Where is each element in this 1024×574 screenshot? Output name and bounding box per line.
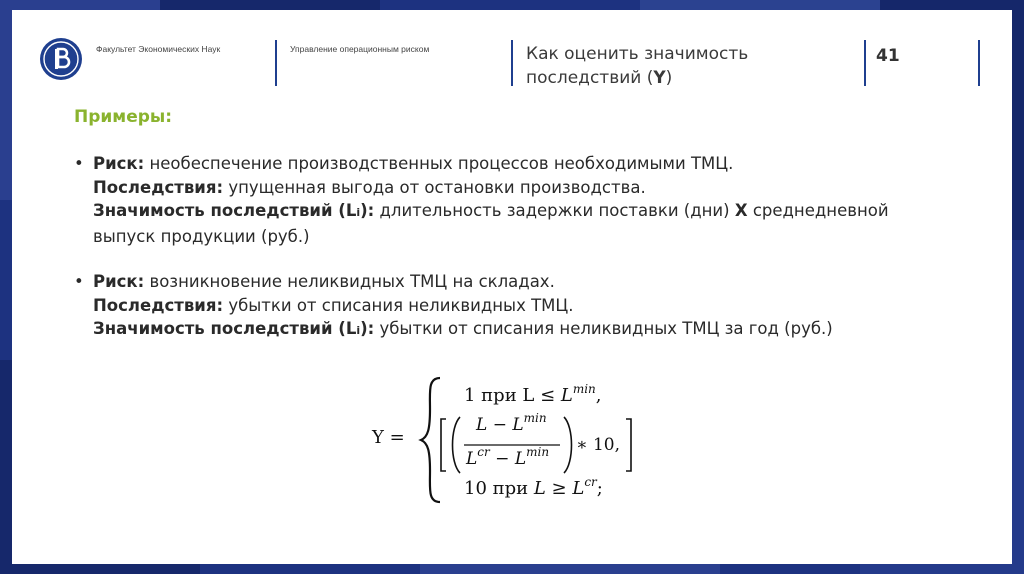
formula-case-3: 10 при $L \ge L^{cr}$; <box>464 475 603 499</box>
section-heading: Примеры: <box>74 107 173 127</box>
slide: Факультет Экономических Наук Управление операционным риском Как оценить значимость последствий (Y) 41 Примеры: • Риск: необеспечение производственных процессов необходимыми ТМЦ. Последствия: упущенная выгода от остановки производства. Значимость последствий (Li): длительность задержки поставки (дни) X среднедневной выпуск продукции (руб.) • Риск: возникновение неликвидных ТМЦ на складах. Последствия: убытки от списания неликвидных ТМЦ. Значимость последствий (Li): убытки от списания неликвидных ТМЦ за год (руб.) Y = 1 при $L \le L^{min}$, $L - L^{min}$ $L^{cr} - L^{min}$ ∗ 10, 10 при $L \ge L^{cr}$; <box>12 10 1012 564</box>
formula-multiplier: ∗ 10, <box>576 435 620 455</box>
slide-title-line2: последствий (Y) <box>526 68 673 88</box>
page-number: 41 <box>876 46 900 66</box>
course-name: Управление операционным риском <box>290 44 430 54</box>
slide-title <box>526 42 748 90</box>
header-divider <box>864 40 866 86</box>
bullet-marker: • <box>74 154 84 173</box>
header-divider <box>275 40 277 86</box>
formula-lhs: Y = <box>372 427 405 448</box>
formula-denominator: $L^{cr} - L^{min}$ <box>466 445 550 469</box>
bullet-marker: • <box>74 272 84 291</box>
header-divider <box>511 40 513 86</box>
faculty-name: Факультет Экономических Наук <box>96 44 221 54</box>
formula-case-1: 1 при $L \le L^{min}$, <box>464 382 602 406</box>
header-divider <box>978 40 980 86</box>
university-logo <box>40 38 82 80</box>
university-logo-icon <box>40 38 82 80</box>
slide-title-line1: Как оценить значимость <box>526 44 749 64</box>
formula <box>372 375 672 505</box>
formula-numerator: $L - L^{min}$ <box>476 411 547 435</box>
